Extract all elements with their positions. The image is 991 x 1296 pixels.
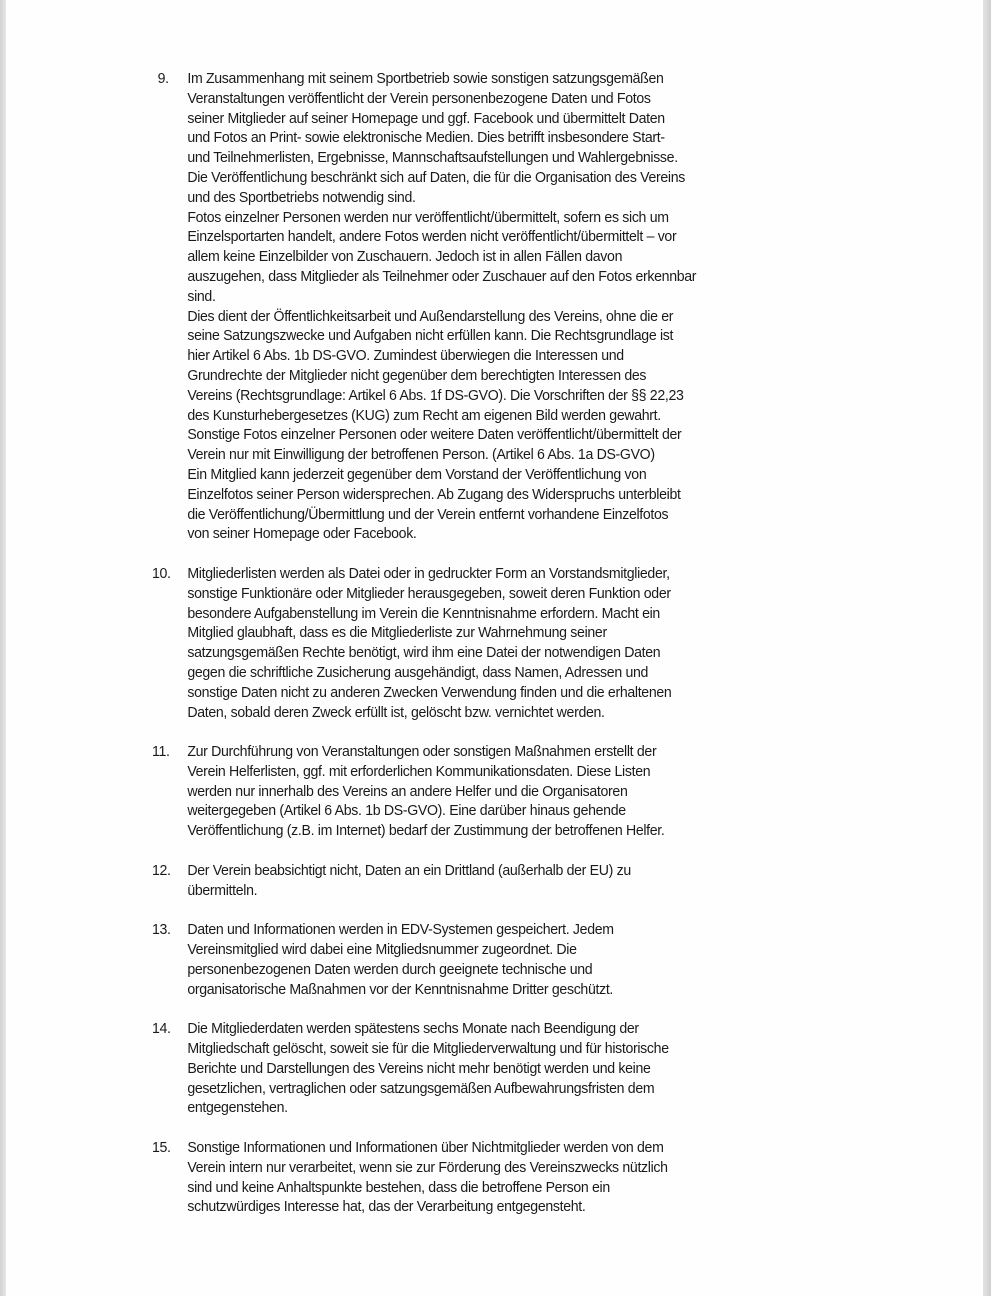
text-line: des Kunsturhebergesetzes (KUG) zum Recht am eigenen Bild werden gewahrt. — [187, 406, 661, 424]
text-line: Berichte und Darstellungen des Vereins nicht mehr benötigt werden und keine — [187, 1059, 651, 1077]
text-line: die Veröffentlichung/Übermittlung und der Verein entfernt vorhandene Einzelfotos — [187, 505, 669, 523]
text-line: Die Mitgliederdaten werden spätestens sechs Monate nach Beendigung der — [187, 1020, 639, 1038]
list-item-9 — [152, 69, 831, 544]
list-item-11 — [152, 742, 831, 841]
list-item-15 — [152, 1138, 831, 1217]
item-number: 11. — [152, 743, 170, 761]
text-line: allem keine Einzelbilder von Zuschauern. Jedoch ist in allen Fällen davon — [187, 248, 623, 266]
text-line: und Teilnehmerlisten, Ergebnisse, Mannschaftsaufstellungen und Wahlergebnisse. — [187, 149, 678, 167]
item-number: 13. — [152, 921, 171, 939]
text-line: von seiner Homepage oder Facebook. — [187, 525, 417, 543]
item-number: 15. — [152, 1139, 171, 1157]
text-line: Veröffentlichung (z.B. im Internet) bedarf der Zustimmung der betroffenen Helfer. — [187, 822, 665, 840]
item-number: 9. — [157, 70, 169, 87]
text-line: Mitgliederlisten werden als Datei oder in gedruckter Form an Vorstandsmitglieder, — [187, 564, 670, 582]
text-line: und Fotos an Print- sowie elektronische Medien. Dies betrifft insbesondere Start- — [187, 129, 665, 147]
text-line: gegen die schriftliche Zusicherung ausgehändigt, dass Namen, Adressen und — [187, 663, 649, 681]
text-line: Einzelsportarten handelt, andere Fotos werden nicht veröffentlicht/übermittelt – vor — [187, 228, 677, 246]
item-text — [187, 742, 831, 841]
text-line: seine Satzungszwecke und Aufgaben nicht erfüllen kann. Die Rechtsgrundlage ist — [187, 327, 674, 345]
text-line: und des Sportbetriebs notwendig sind. — [187, 188, 416, 206]
text-line: Vereinsmitglied wird dabei eine Mitgliedsnummer zugeordnet. Die — [187, 941, 577, 959]
text-line: Im Zusammenhang mit seinem Sportbetrieb sowie sonstigen satzungsgemäßen — [187, 70, 664, 87]
text-line: Grundrechte der Mitglieder nicht gegenüber dem berechtigten Interessen des — [187, 366, 647, 384]
text-line: gesetzlichen, vertraglichen oder satzungsgemäßen Aufbewahrungsfristen dem — [187, 1079, 655, 1097]
text-line: Daten und Informationen werden in EDV-Systemen gespeichert. Jedem — [187, 921, 614, 939]
text-line: seiner Mitglieder auf seiner Homepage und ggf. Facebook und übermittelt Daten — [187, 109, 665, 127]
text-line: übermitteln. — [187, 881, 258, 899]
text-line: auszugehen, dass Mitglieder als Teilnehmer oder Zuschauer auf den Fotos erkennbar — [187, 267, 697, 285]
text-line: Veranstaltungen veröffentlicht der Verein personenbezogene Daten und Fotos — [187, 89, 651, 107]
text-line: sind und keine Anhaltspunkte bestehen, dass die betroffene Person ein — [187, 1178, 610, 1196]
text-line: sonstige Funktionäre oder Mitglieder herausgegeben, soweit deren Funktion oder — [187, 584, 671, 602]
list-item-14 — [152, 1019, 831, 1118]
item-text — [187, 1138, 831, 1217]
text-line: Vereins (Rechtsgrundlage: Artikel 6 Abs. 1f DS-GVO). Die Vorschriften der §§ 22,23 — [187, 386, 684, 404]
text-line: Mitglied glaubhaft, dass es die Mitgliederliste zur Wahrnehmung seiner — [187, 624, 607, 642]
list-item-10 — [152, 564, 831, 722]
document-body — [152, 69, 831, 1237]
text-line: entgegenstehen. — [187, 1099, 288, 1117]
text-line: Zur Durchführung von Veranstaltungen oder sonstigen Maßnahmen erstellt der — [187, 743, 657, 761]
item-text — [187, 861, 831, 901]
text-line: Mitgliedschaft gelöscht, soweit sie für die Mitgliederverwaltung und für historische — [187, 1040, 669, 1058]
item-number: 14. — [152, 1020, 171, 1038]
item-text — [187, 564, 831, 722]
text-line: Die Veröffentlichung beschränkt sich auf Daten, die für die Organisation des Vereins — [187, 168, 686, 186]
text-line: Dies dient der Öffentlichkeitsarbeit und Außendarstellung des Vereins, ohne die er — [187, 307, 674, 325]
text-line: Fotos einzelner Personen werden nur veröffentlicht/übermittelt, sofern es sich um — [187, 208, 669, 226]
list-item-12 — [152, 861, 831, 901]
list-item-13 — [152, 920, 831, 999]
text-line: Ein Mitglied kann jederzeit gegenüber dem Vorstand der Veröffentlichung von — [187, 465, 647, 483]
text-line: besondere Aufgabenstellung im Verein die Kenntnisnahme erfordern. Macht ein — [187, 604, 660, 622]
text-line: Sonstige Informationen und Informationen über Nichtmitglieder werden von dem — [187, 1139, 664, 1157]
item-number: 12. — [152, 861, 171, 879]
text-line: werden nur innerhalb des Vereins an andere Helfer und die Organisatoren — [187, 782, 628, 800]
text-line: Einzelfotos seiner Person widersprechen. Ab Zugang des Widerspruchs unterbleibt — [187, 485, 681, 503]
item-text — [187, 1019, 831, 1118]
text-line: personenbezogenen Daten werden durch geeignete technische und — [187, 960, 593, 978]
page-edge-right — [983, 0, 991, 1296]
text-line: sonstige Daten nicht zu anderen Zwecken Verwendung finden und die erhaltenen — [187, 683, 672, 701]
text-line: schutzwürdiges Interesse hat, das der Verarbeitung entgegensteht. — [187, 1198, 586, 1216]
text-line: Verein nur mit Einwilligung der betroffenen Person. (Artikel 6 Abs. 1a DS-GVO) — [187, 446, 655, 464]
item-text — [187, 69, 831, 544]
text-line: Verein Helferlisten, ggf. mit erforderlichen Kommunikationsdaten. Diese Listen — [187, 762, 651, 780]
text-line: Daten, sobald deren Zweck erfüllt ist, gelöscht bzw. vernichtet werden. — [187, 703, 605, 721]
text-line: sind. — [187, 287, 216, 305]
item-number: 10. — [152, 564, 171, 582]
text-line: weitergegeben (Artikel 6 Abs. 1b DS-GVO). Eine darüber hinaus gehende — [187, 802, 626, 820]
document-page — [6, 0, 983, 1296]
text-line: organisatorische Maßnahmen vor der Kenntnisnahme Dritter geschützt. — [187, 980, 614, 998]
text-line: Verein intern nur verarbeitet, wenn sie zur Förderung des Vereinszwecks nützlich — [187, 1158, 668, 1176]
text-line: Der Verein beabsichtigt nicht, Daten an ein Drittland (außerhalb der EU) zu — [187, 861, 631, 879]
text-line: satzungsgemäßen Rechte benötigt, wird ihm eine Datei der notwendigen Daten — [187, 644, 661, 662]
text-line: Sonstige Fotos einzelner Personen oder weitere Daten veröffentlicht/übermittelt der — [187, 426, 682, 444]
item-text — [187, 920, 831, 999]
text-line: hier Artikel 6 Abs. 1b DS-GVO. Zumindest überwiegen die Interessen und — [187, 347, 624, 365]
